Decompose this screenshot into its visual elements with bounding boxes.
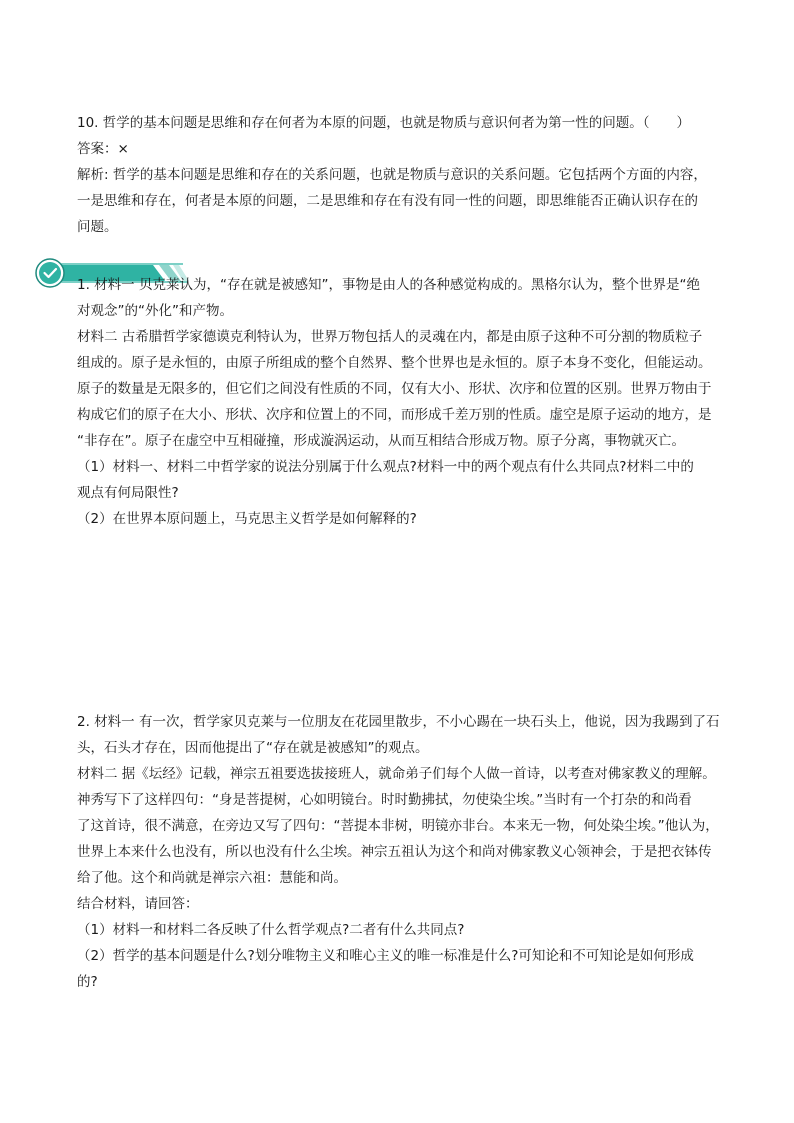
q1-line: 观点有何局限性? — [77, 485, 179, 501]
q10-answer: 答案：× — [77, 141, 129, 157]
q1-line: 对观念”的“外化”和产物。 — [77, 303, 233, 319]
q2-line: 了这首诗，很不满意，在旁边又写了四句：“菩提本非树，明镜亦非台。本来无一物，何处染尘埃。”他认为， — [77, 818, 719, 834]
q1-subquestion: （1）材料一、材料二中哲学家的说法分别属于什么观点?材料一中的两个观点有什么共同点?材料二中的 — [77, 459, 694, 475]
q2-line: 结合材料，请回答： — [77, 896, 199, 912]
q2-subquestion: （2）哲学的基本问题是什么?划分唯物主义和唯心主义的唯一标准是什么?可知论和不可知论是如何形成 — [77, 948, 694, 964]
question-1 — [77, 272, 722, 532]
q1-line: 原子的数量是无限多的，但它们之间没有性质的不同，仅有大小、形状、次序和位置的区别。世界万物由于 — [77, 381, 712, 397]
q10-analysis-line: 一是思维和存在，何者是本原的问题，二是思维和存在有没有同一性的问题，即思维能否正确认识存在的 — [77, 193, 698, 209]
q1-line: 组成的。原子是永恒的，由原子所组成的整个自然界、整个世界也是永恒的。原子本身不变化，但能运动。 — [77, 355, 712, 371]
q2-line: 材料二 据《坛经》记载，禅宗五祖要选拔接班人，就命弟子们每个人做一首诗，以考查对佛家教义的理解。 — [77, 766, 716, 782]
question-10 — [77, 110, 722, 240]
q1-line: 1. 材料一 贝克莱认为，“存在就是被感知”，事物是由人的各种感觉构成的。黑格尔认为，整个世界是“绝 — [77, 277, 700, 293]
q10-analysis-line: 解析: 哲学的基本问题是思维和存在的关系问题，也就是物质与意识的关系问题。它包括两个方面的内容， — [77, 167, 707, 183]
q2-line: 2. 材料一 有一次，哲学家贝克莱与一位朋友在花园里散步，不小心踢在一块石头上，他说，因为我踢到了石 — [77, 714, 720, 730]
q2-line: 的? — [77, 974, 98, 990]
q10-analysis-line: 问题。 — [77, 219, 118, 235]
q2-line: 神秀写下了这样四句：“身是菩提树，心如明镜台。时时勤拂拭，勿使染尘埃。”当时有一个打杂的和尚看 — [77, 792, 692, 808]
q2-line: 头，石头才存在，因而他提出了“存在就是被感知”的观点。 — [77, 740, 429, 756]
q1-line: “非存在”。原子在虚空中互相碰撞，形成漩涡运动，从而互相结合形成万物。原子分离，事物就灭亡。 — [77, 433, 685, 449]
checkmark-circle-icon — [35, 258, 65, 288]
q10-stem: 10. 哲学的基本问题是思维和存在何者为本原的问题，也就是物质与意识何者为第一性的问题。（ ） — [77, 115, 691, 131]
q1-line: 构成它们的原子在大小、形状、次序和位置上的不同，而形成千差万别的性质。虚空是原子运动的地方，是 — [77, 407, 712, 423]
q2-line: 给了他。这个和尚就是禅宗六祖：慧能和尚。 — [77, 870, 347, 886]
q2-subquestion: （1）材料一和材料二各反映了什么哲学观点?二者有什么共同点? — [77, 922, 465, 938]
q1-line: 材料二 古希腊哲学家德谟克利特认为，世界万物包括人的灵魂在内，都是由原子这种不可分割的物质粒子 — [77, 329, 703, 345]
question-2 — [77, 709, 722, 995]
q1-subquestion: （2）在世界本原问题上，马克思主义哲学是如何解释的? — [77, 511, 417, 527]
q2-line: 世界上本来什么也没有，所以也没有什么尘埃。神宗五祖认为这个和尚对佛家教义心领神会，于是把衣钵传 — [77, 844, 712, 860]
